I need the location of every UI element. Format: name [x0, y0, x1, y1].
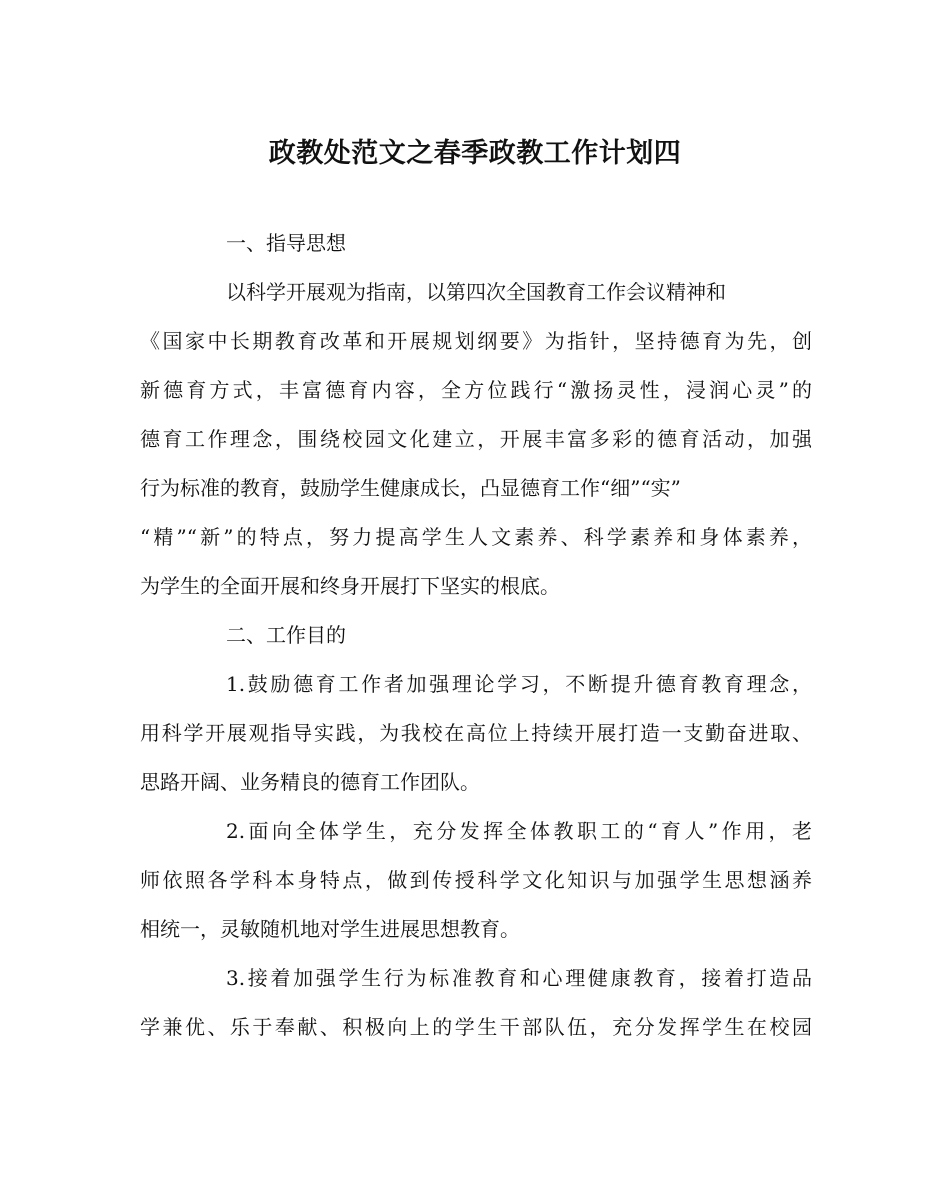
text-line: 师依照各学科本身特点，做到传授科学文化知识与加强学生思想涵养 — [140, 868, 812, 892]
document-title: 政教处范文之春季政教工作计划四 — [268, 138, 682, 169]
text-line: 以科学开展观为指南，以第四次全国教育工作会议精神和 — [226, 280, 726, 304]
text-line: 《国家中长期教育改革和开展规划纲要》为指针，坚持德育为先，创 — [140, 329, 812, 353]
text-line: 二、工作目的 — [226, 623, 346, 647]
document-body — [140, 219, 812, 1052]
text-line: 3.接着加强学生行为标准教育和心理健康教育，接着打造品 — [226, 966, 812, 990]
text-line: “精”“新”的特点，努力提高学生人文素养、科学素养和身体素养， — [140, 525, 812, 549]
text-line: 一、指导思想 — [226, 231, 346, 255]
text-line: 相统一，灵敏随机地对学生进展思想教育。 — [140, 917, 520, 941]
text-line: 行为标准的教育，鼓励学生健康成长，凸显德育工作“细”“实” — [140, 476, 681, 500]
text-line: 1.鼓励德育工作者加强理论学习，不断提升德育教育理念， — [226, 672, 812, 696]
text-line: 新德育方式，丰富德育内容，全方位践行“激扬灵性，浸润心灵”的 — [140, 378, 812, 402]
text-line: 德育工作理念，围绕校园文化建立，开展丰富多彩的德育活动，加强 — [140, 427, 812, 451]
text-line: 为学生的全面开展和终身开展打下坚实的根底。 — [140, 574, 560, 598]
text-line: 思路开阔、业务精良的德育工作团队。 — [140, 770, 480, 794]
text-line: 学兼优、乐于奉献、积极向上的学生干部队伍，充分发挥学生在校园 — [140, 1015, 812, 1039]
text-line: 2.面向全体学生，充分发挥全体教职工的“育人”作用，老 — [226, 819, 812, 843]
text-line: 用科学开展观指导实践，为我校在高位上持续开展打造一支勤奋进取、 — [140, 721, 812, 745]
